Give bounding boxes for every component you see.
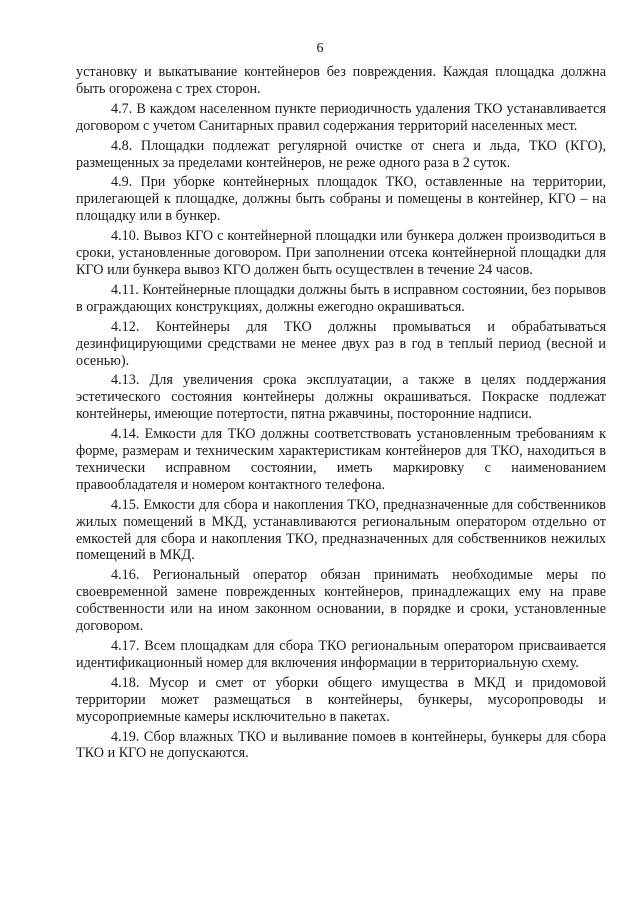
paragraph-4-12: 4.12. Контейнеры для ТКО должны промываться и обрабатываться дезинфицирующими средствами не менее двух раз в год в теплый период (весной и осенью). — [76, 318, 606, 369]
page-number: 6 — [316, 41, 324, 56]
paragraph-4-14: 4.14. Емкости для ТКО должны соответствовать установленным требованиям к форме, размерам и техническим характеристикам контейнеров для ТКО, находиться в технически исправном состоянии, иметь маркировку с наименованием правообладателя и номером контактного телефона. — [76, 426, 606, 493]
paragraph-4-18: 4.18. Мусор и смет от уборки общего имущества в МКД и придомовой территории может размещаться в контейнеры, бункеры, мусоропроводы и мусороприемные камеры исключительно в пакетах. — [76, 674, 606, 725]
paragraph-4-13: 4.13. Для увеличения срока эксплуатации, а также в целях поддержания эстетического состояния контейнеры должны окрашиваться. Покраске подлежат контейнеры, имеющие потертости, пятна ржавчины, посторонние надписи. — [76, 372, 606, 423]
paragraph-4-19: 4.19. Сбор влажных ТКО и выливание помоев в контейнеры, бункеры для сбора ТКО и КГО не допускаются. — [76, 728, 606, 762]
paragraph-4-9: 4.9. При уборке контейнерных площадок ТКО, оставленные на территории, прилегающей к площадке, должны быть собраны и помещены в контейнер, КГО – на площадку или в бункер. — [76, 174, 606, 225]
paragraph-continuation: установку и выкатывание контейнеров без повреждения. Каждая площадка должна быть огорожена с трех сторон. — [76, 64, 606, 97]
paragraph-4-7: 4.7. В каждом населенном пункте периодичность удаления ТКО устанавливается договором с учетом Санитарных правил содержания территорий населенных мест. — [76, 100, 606, 134]
paragraph-4-17: 4.17. Всем площадкам для сбора ТКО региональным оператором присваивается идентификационный номер для включения информации в территориальную схему. — [76, 638, 606, 671]
paragraph-4-10: 4.10. Вывоз КГО с контейнерной площадки или бункера должен производиться в сроки, установленные договором. При заполнении отсека контейнерной площадки для КГО или бункера вывоз КГО должен быть осуществлен в течение 24 часов. — [76, 228, 606, 278]
paragraph-4-8: 4.8. Площадки подлежат регулярной очистке от снега и льда, ТКО (КГО), размещенных за пределами контейнеров, не реже одного раза в 2 суток. — [76, 137, 606, 171]
paragraph-4-15: 4.15. Емкости для сбора и накопления ТКО, предназначенные для собственников жилых помещений в МКД, устанавливаются региональным оператором отдельно от емкостей для сбора и накопления ТКО, предназначенных для собственников нежилых помещений в МКД. — [76, 496, 606, 564]
paragraph-4-11: 4.11. Контейнерные площадки должны быть в исправном состоянии, без порывов в ограждающих конструкциях, должны ежегодно окрашиваться. — [76, 281, 606, 315]
paragraph-4-16: 4.16. Региональный оператор обязан принимать необходимые меры по своевременной замене поврежденных контейнеров, принадлежащих ему на праве собственности или на ином законном основании, в порядке и сроки, установленные договором. — [76, 567, 606, 635]
document-body — [76, 64, 606, 765]
